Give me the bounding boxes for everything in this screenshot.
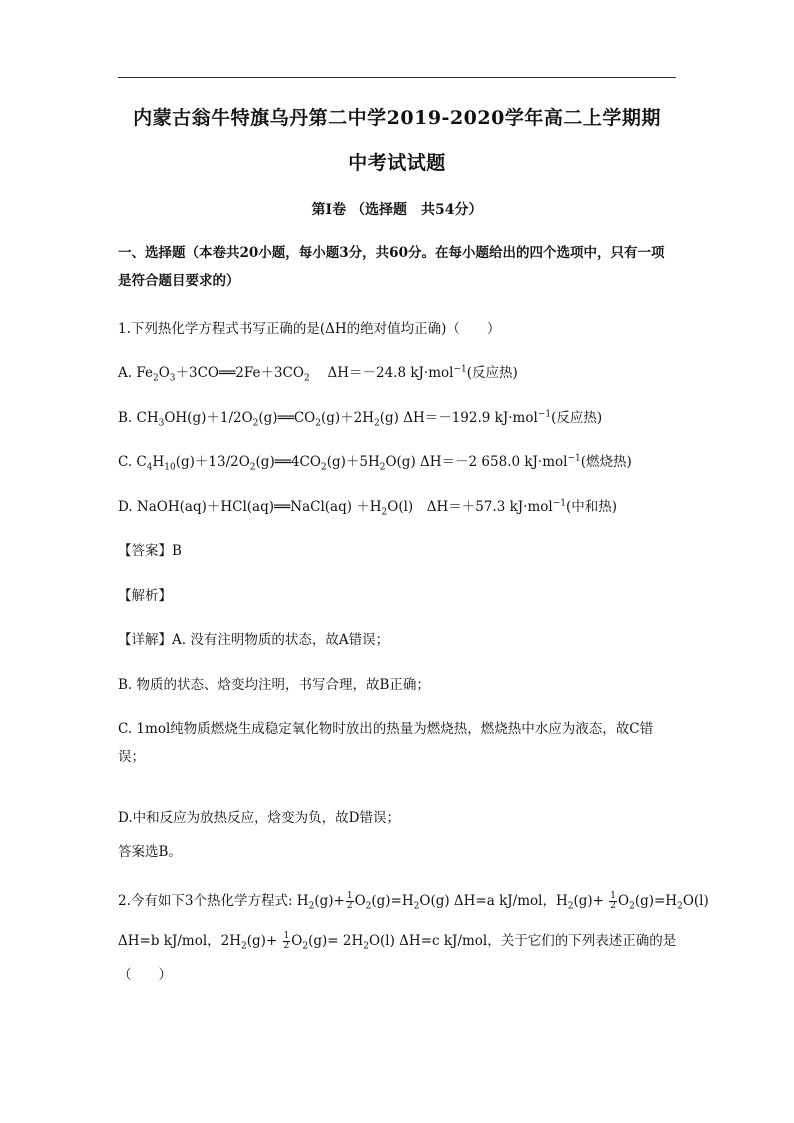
answer: 【答案】B <box>118 543 182 559</box>
title-line-1: 内蒙古翁牛特旗乌丹第二中学2019-2020学年高二上学期期 <box>133 107 661 129</box>
q2-line-3: （ ） <box>118 967 172 983</box>
q1-option-a: A. $Fe_2O_3+3CO══2Fe+3CO_2$ ΔH＝－24.8 kJ·mol$^{-1}$(反应热) <box>118 364 518 384</box>
detail-a: 【详解】A. 没有注明物质的状态，故A错误； <box>118 632 390 648</box>
detail-d: D.中和反应为放热反应，焓变为负，故D错误； <box>118 810 400 826</box>
title-line-2: 中考试试题 <box>348 152 446 174</box>
detail-b: B. 物质的状态、焓变均注明，书写合理，故B正确； <box>118 677 430 693</box>
header-rule <box>118 77 676 78</box>
q1-option-b: B. $CH_3OH(g)+1/2O_2(g)══CO_2(g)+2H_2(g)$ ΔH＝－192.9 kJ·mol$^{-1}$(反应热) <box>118 409 603 429</box>
detail-c: C. 1mol纯物质燃烧生成稳定氧化物时放出的热量为燃烧热，燃烧热中水应为液态，故C错误； <box>118 721 654 765</box>
q2-line-2: ΔH=b kJ/mol，$2H_2(g)+$ $\frac{1}{2}$ $O_2(g)= 2H_2O(l)$ ΔH=c kJ/mol，关于它们的下列表述正确的是 <box>118 931 677 952</box>
conclusion: 答案选B。 <box>118 844 182 860</box>
q2-line-1: 2.今有如下3个热化学方程式: $H_2(g)+$ $\frac{1}{2}$ $O_2(g)=H_2O(g)$ ΔH=a kJ/mol，$H_2(g)+$ $\frac{1}{2}$ $O_2(g)=H_2O(l)$ <box>118 891 709 912</box>
q1-option-d: D. NaOH(aq)＋HCl(aq)══NaCl(aq) $+H_2O(l)$ ΔH＝＋57.3 kJ·mol$^{-1}$(中和热) <box>118 498 618 518</box>
q1-stem: 1.下列热化学方程式书写正确的是(ΔH的绝对值均正确)（ ） <box>118 321 501 337</box>
q1-option-c: C. $C_4H_{10}(g)+13/2O_2(g)══4CO_2(g)+5H_2O(g)$ ΔH＝－2 658.0 kJ·mol$^{-1}$(燃烧热) <box>118 453 632 473</box>
analysis-label: 【解析】 <box>118 588 172 604</box>
section-title: 第Ⅰ卷 （选择题 共54分） <box>311 202 483 218</box>
part-heading: 一、选择题（本卷共20小题，每小题3分，共60分。在每小题给出的四个选项中，只有一项是符合题目要求的） <box>118 245 665 289</box>
